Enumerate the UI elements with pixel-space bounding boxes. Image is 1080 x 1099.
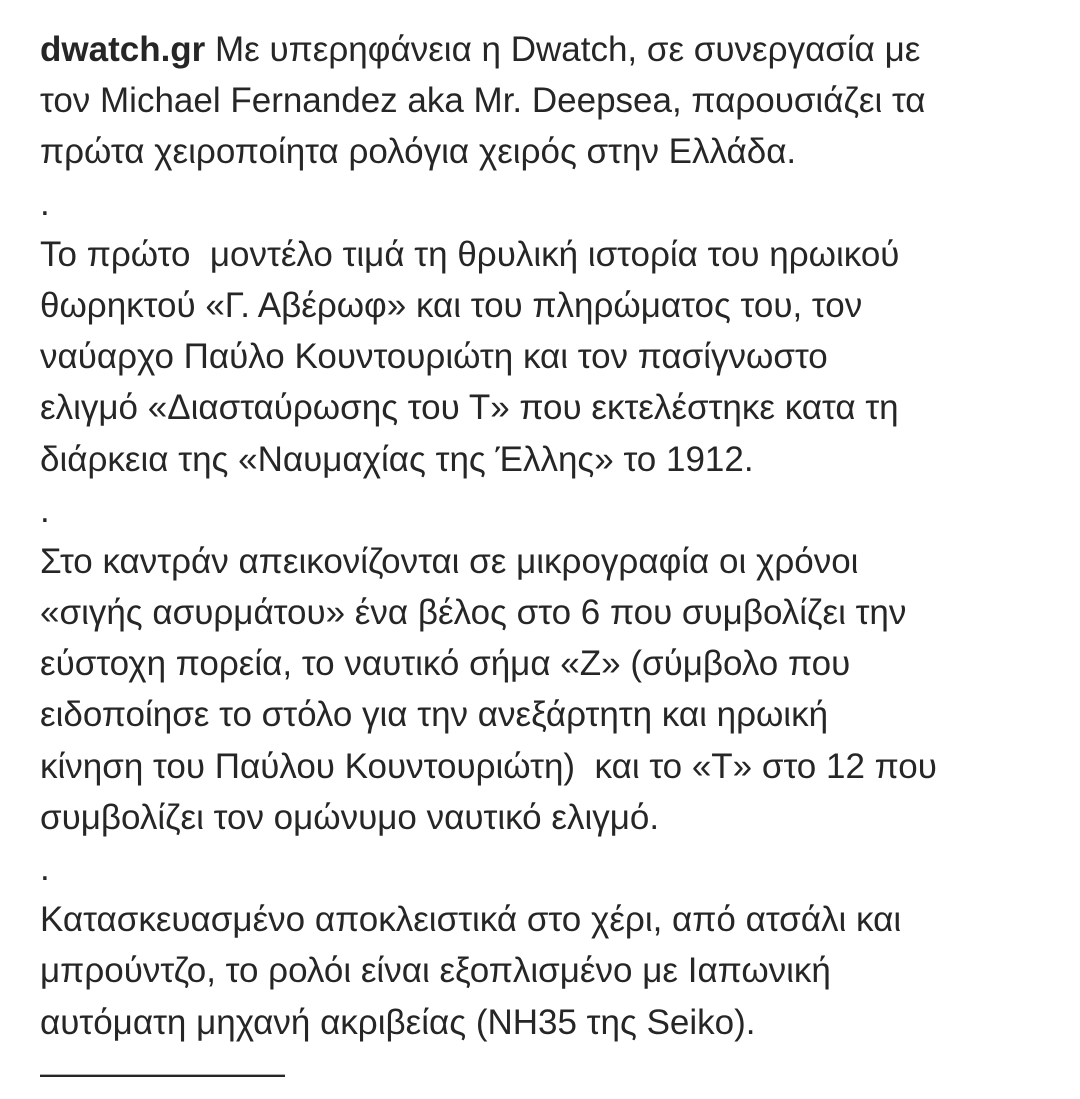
caption-line: κίνηση του Παύλου Κουντουριώτη) και το «Τ» στο 12 που [40, 746, 937, 786]
caption-line: μπρούντζο, το ρολόι είναι εξοπλισμένο με Ιαπωνική [40, 951, 831, 991]
caption-line: τον Michael Fernandez aka Mr. Deepsea, παρουσιάζει τα [40, 81, 926, 121]
paragraph-separator-dot: . [40, 490, 50, 530]
post-caption [40, 24, 1050, 1099]
dash-separator: ——————— [40, 1053, 285, 1093]
caption-text: Με υπερηφάνεια η Dwatch, σε συνεργασία με [205, 30, 921, 69]
caption-line: εύστοχη πορεία, το ναυτικό σήμα «Z» (σύμβολο που [40, 644, 851, 684]
caption-line: ελιγμό «Διασταύρωσης του Τ» που εκτελέστηκε κατα τη [40, 388, 899, 428]
caption-line: ειδοποίησε το στόλο για την ανεξάρτητη και ηρωική [40, 695, 829, 735]
caption-line: διάρκεια της «Ναυμαχίας της Έλλης» το 1912. [40, 439, 754, 479]
caption-line-1 [40, 24, 1050, 75]
caption-line: ναύαρχο Παύλο Κουντουριώτη και τον πασίγνωστο [40, 337, 828, 377]
caption-line: «σιγής ασυρμάτου» ένα βέλος στο 6 που συμβολίζει την [40, 593, 907, 633]
paragraph-separator-dot: . [40, 183, 50, 223]
paragraph-separator-dot: . [40, 849, 50, 888]
caption-line: θωρηκτού «Γ. Αβέρωφ» και του πληρώματος του, τον [40, 285, 863, 325]
caption-line: Κατασκευασμένο αποκλειστικά στο χέρι, από ατσάλι και [40, 900, 902, 940]
caption-line: αυτόματη μηχανή ακριβείας (NH35 της Seiko). [40, 1002, 756, 1042]
username-link[interactable]: dwatch.gr [40, 30, 206, 69]
caption-line: Στο καντράν απεικονίζονται σε μικρογραφία οι χρόνοι [40, 541, 859, 581]
caption-line: Το πρώτο μοντέλο τιμά τη θρυλική ιστορία του ηρωικού [40, 234, 900, 274]
caption-line: συμβολίζει τον ομώνυμο ναυτικό ελιγμό. [40, 797, 660, 837]
caption-line: πρώτα χειροποίητα ρολόγια χειρός στην Ελλάδα. [40, 132, 797, 172]
